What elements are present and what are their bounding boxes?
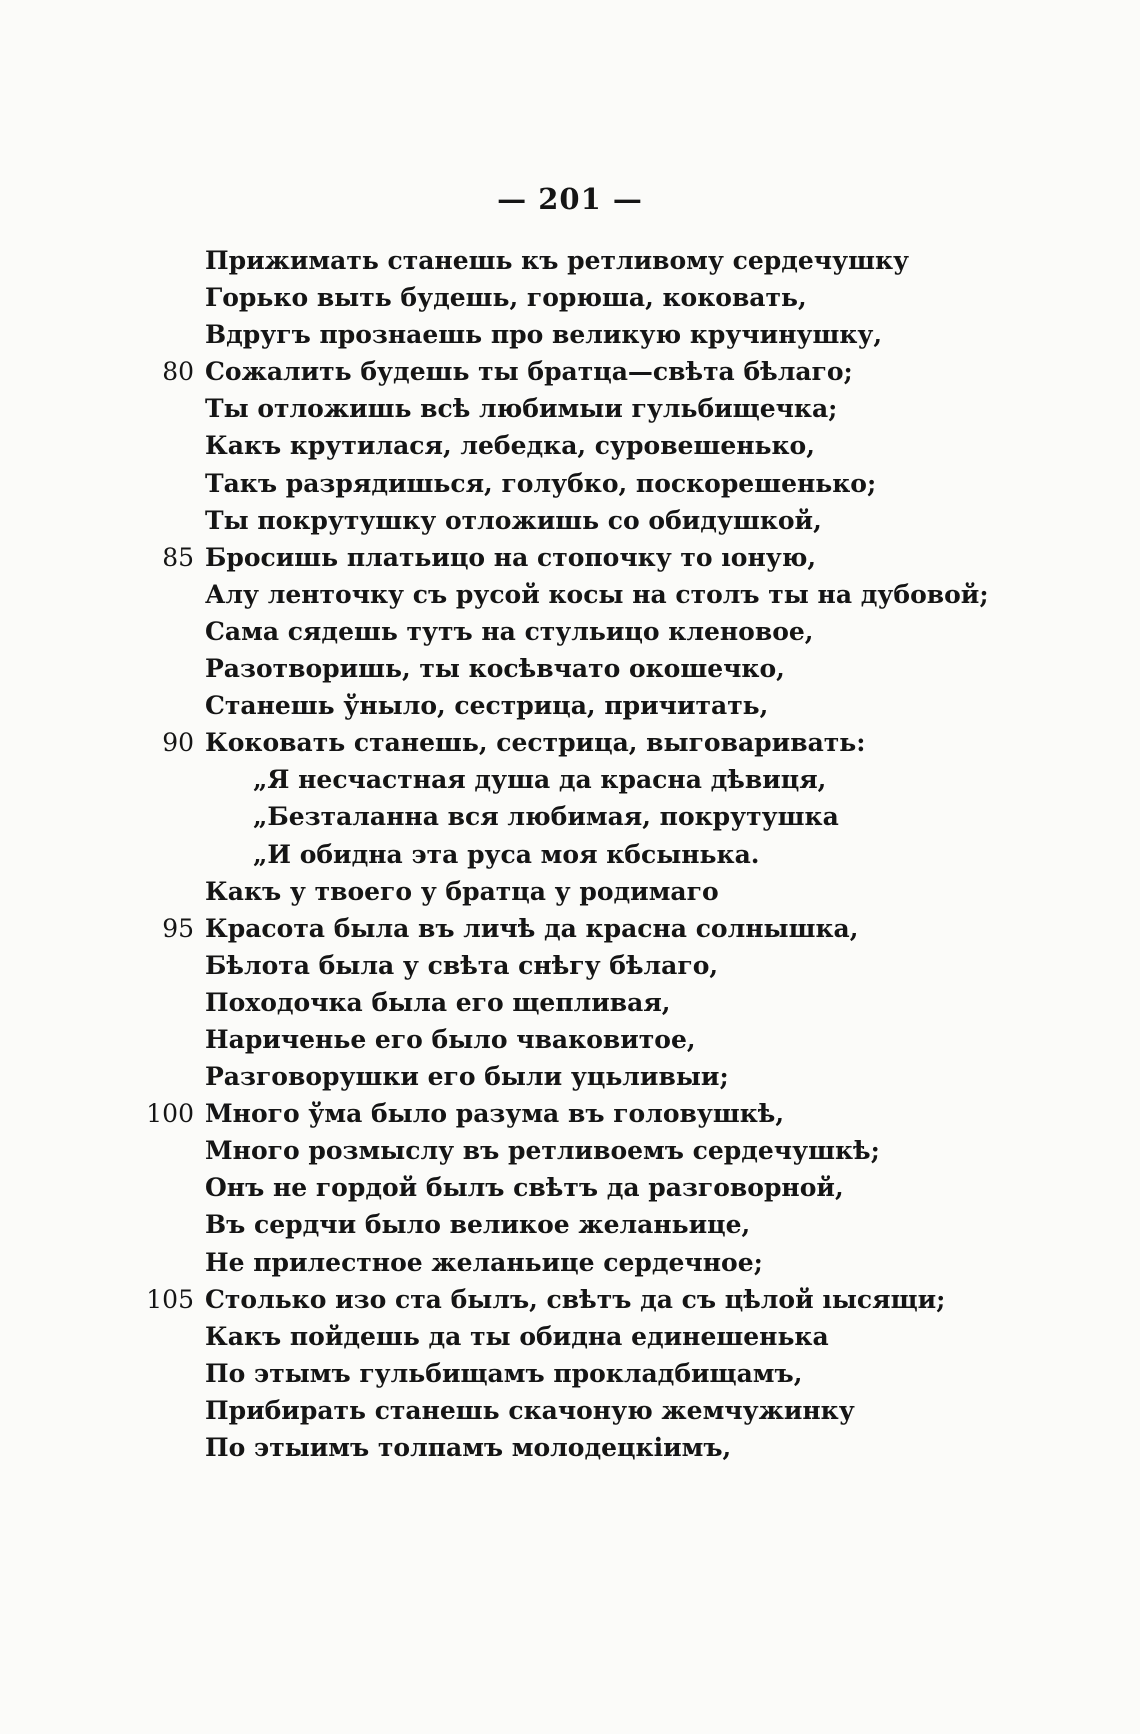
line-text: „И обидна эта руса моя кбсынька. (253, 839, 760, 869)
line-text: Станешь ўныло, сестрица, причитать, (205, 691, 769, 721)
verse-line (0, 761, 1140, 798)
line-text: Горько выть будешь, горюша, коковать, (205, 283, 807, 313)
verse-line (0, 390, 1140, 427)
line-text: Алу ленточку съ русой косы на столъ ты на дубовой; (205, 579, 989, 609)
verse-line (0, 1429, 1140, 1466)
line-text: Ты отложишь всѣ любимыи гульбищечка; (205, 394, 838, 424)
verse-line (0, 724, 1140, 761)
verse-line (0, 1318, 1140, 1355)
line-text: Прижимать станешь къ ретливому сердечушку (205, 246, 910, 275)
verse-line (0, 427, 1140, 464)
line-text: Какъ крутилася, лебедка, суровешенько, (205, 431, 815, 461)
verse-line (0, 947, 1140, 984)
line-text: По этымъ гульбищамъ прокладбищамъ, (205, 1358, 803, 1388)
line-text: Не прилестное желаньице сердечное; (205, 1247, 763, 1277)
verse-line (0, 650, 1140, 687)
verse-line (0, 1132, 1140, 1169)
line-text: Много ўма было разума въ головушкѣ, (205, 1099, 785, 1129)
verse-line (0, 279, 1140, 316)
line-text: Разотворишь, ты косѣвчато окошечко, (205, 654, 785, 684)
line-number: 95 (162, 913, 194, 943)
verse-line (0, 1169, 1140, 1206)
verse-line (0, 502, 1140, 539)
line-text: Прибирать станешь скачоную жемчужинку (205, 1395, 855, 1425)
line-number: 90 (162, 728, 194, 758)
verse-line (0, 353, 1140, 390)
line-text: Какъ пойдешь да ты обидна единешенька (205, 1321, 829, 1351)
verse-line (0, 1244, 1140, 1281)
verse-line (0, 798, 1140, 835)
line-text: Коковать станешь, сестрица, выговаривать: (205, 728, 866, 758)
verse-line (0, 613, 1140, 650)
line-number: 100 (146, 1099, 194, 1129)
verse-block (0, 242, 1140, 1466)
line-text: „Я несчастная душа да красна дѣвиця, (253, 765, 827, 795)
line-text: „Безталанна вся любимая, покрутушка (253, 802, 839, 832)
verse-line (0, 1392, 1140, 1429)
line-text: Сожалить будешь ты братца—свѣта бѣлаго; (205, 357, 853, 387)
line-text: Какъ у твоего у братца у родимаго (205, 876, 719, 906)
line-text: Бросишь платьицо на стопочку то ıоную, (205, 542, 817, 572)
line-number: 80 (162, 357, 194, 387)
line-text: Походочка была его щепливая, (205, 987, 671, 1017)
line-number: 85 (162, 542, 194, 572)
verse-line (0, 984, 1140, 1021)
verse-line (0, 1021, 1140, 1058)
verse-line (0, 873, 1140, 910)
verse-line (0, 836, 1140, 873)
verse-line (0, 910, 1140, 947)
line-text: Бѣлота была у свѣта снѣгу бѣлаго, (205, 950, 719, 980)
line-text: Онъ не гордой былъ свѣтъ да разговорной, (205, 1173, 844, 1203)
line-text: Сама сядешь тутъ на стульицо кленовое, (205, 616, 814, 646)
line-number: 105 (146, 1284, 194, 1314)
verse-line (0, 1206, 1140, 1243)
verse-line (0, 1281, 1140, 1318)
verse-line (0, 465, 1140, 502)
line-text: Нариченье его было чваковитое, (205, 1024, 696, 1054)
line-text: Столько изо ста былъ, свѣтъ да съ цѣлой ıысящи; (205, 1284, 946, 1314)
verse-line (0, 576, 1140, 613)
verse-line (0, 687, 1140, 724)
verse-line (0, 1095, 1140, 1132)
line-text: По этыимъ толпамъ молодецкіимъ, (205, 1433, 732, 1462)
verse-line (0, 1355, 1140, 1392)
verse-line (0, 1058, 1140, 1095)
line-text: Ты покрутушку отложишь со обидушкой, (205, 505, 822, 535)
line-text: Въ сердчи было великое желаньице, (205, 1210, 751, 1240)
verse-line (0, 539, 1140, 576)
line-text: Такъ разрядишься, голубко, поскорешенько; (205, 468, 877, 498)
verse-line (0, 242, 1140, 279)
line-text: Разговорушки его были уцьливыи; (205, 1062, 729, 1092)
page-number: — 201 — (497, 182, 643, 216)
line-text: Вдругъ прознаешь про великую кручинушку, (205, 320, 883, 350)
line-text: Много розмыслу въ ретливоемъ сердечушкѣ; (205, 1136, 880, 1166)
verse-line (0, 316, 1140, 353)
line-text: Красота была въ личѣ да красна солнышка, (205, 913, 859, 943)
